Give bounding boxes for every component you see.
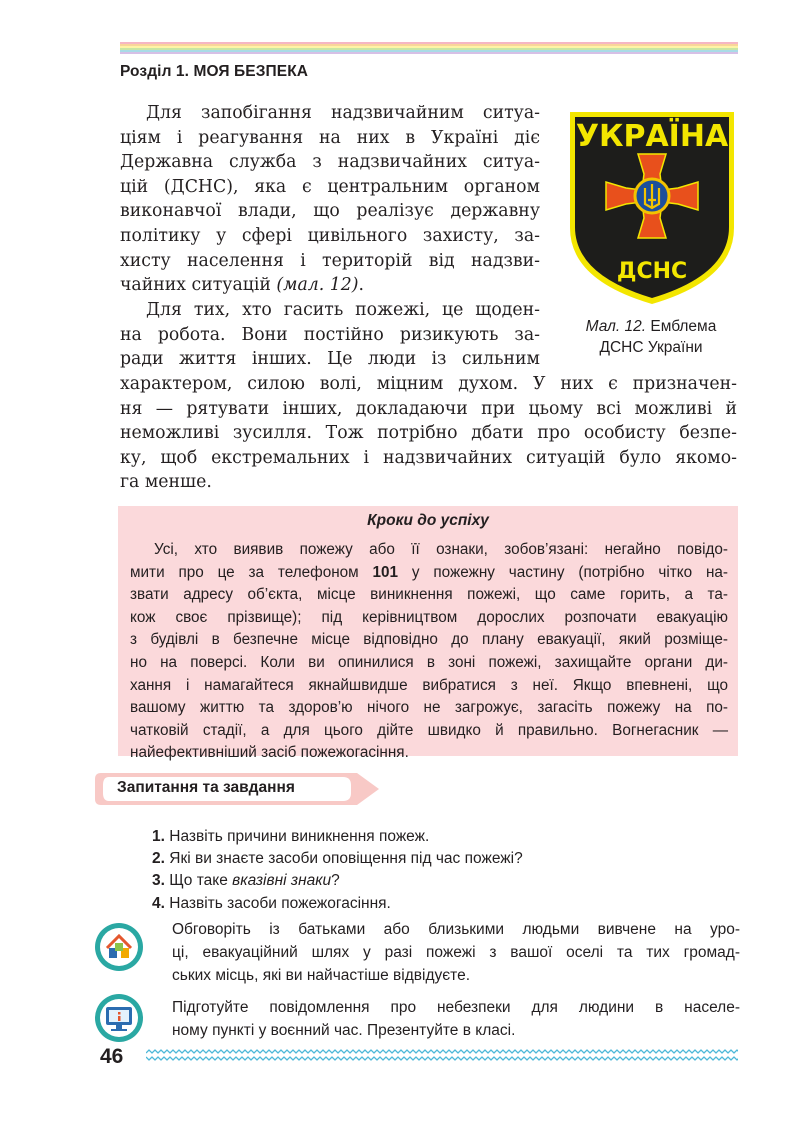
question-text: Назвіть причини виникнення пожеж. <box>169 828 430 845</box>
question-item <box>152 826 523 848</box>
question-text: Що таке <box>169 872 228 890</box>
chapter-title: Розділ 1. МОЯ БЕЗПЕКА <box>120 63 309 80</box>
text-line: хисту населення і територій від надзви- <box>120 250 540 271</box>
box-line: найефективніший засіб пожежогасіння. <box>130 744 409 762</box>
paragraph-firefighters-cont <box>120 372 737 495</box>
question-text: Які ви знаєте засоби оповіщення під час пожежі? <box>169 850 523 868</box>
figure-reference: (мал. 12) <box>276 275 359 296</box>
questions-list <box>152 826 523 915</box>
questions-section-label: Запитання та завдання <box>117 779 295 796</box>
text-fragment: у пожежну частину (потрібно чітко на- <box>411 563 728 581</box>
question-text: Назвіть засоби пожежогасіння. <box>169 894 391 912</box>
question-number: 1. <box>152 828 165 845</box>
text-fragment: . <box>358 275 365 296</box>
emblem-top-text: УКРАЇНА <box>575 119 729 154</box>
box-line: звати адресу об’єкта, місце виникнення пожежі, що саме горить, а та- <box>130 586 728 604</box>
box-line: но на поверсі. Коли ви опинилися в зоні пожежі, захищайте органи ди- <box>130 653 728 671</box>
box-line: кож своє прізвище); під керівництвом дорослих розпочати евакуацію <box>130 608 728 626</box>
text-line: характером, силою волі, міцним духом. У них є призначен- <box>120 374 737 394</box>
task-line: Обговоріть із батьками або близькими людьми вивчене на уро- <box>172 921 740 938</box>
box-line: з будівлі в безпечне місце відповідно до плану евакуації, який розміще- <box>130 631 728 649</box>
family-home-icon <box>94 922 144 972</box>
task-line: ці, евакуаційний шлях у разі пожежі з вашої оселі та тих громад- <box>172 944 740 961</box>
text-line: Для тих, хто гасить пожежі, це щоден- <box>146 300 540 320</box>
page-number: 46 <box>100 1045 124 1068</box>
header-color-stripe <box>120 42 738 56</box>
task-report <box>172 996 740 1042</box>
question-number: 2. <box>152 850 165 868</box>
task-line: Підготуйте повідомлення про небезпеки для людини в населе- <box>172 999 740 1016</box>
text-line: політику у сфері цивільного захисту, за- <box>120 225 540 246</box>
caption-text-line2: ДСНС України <box>599 339 703 356</box>
box-text <box>130 539 728 765</box>
text-fragment: мити про це за телефоном <box>130 563 359 581</box>
text-line: ку, щоб екстремальних і надзвичайних ситуацій було якомо- <box>120 447 737 468</box>
box-title: Кроки до успіху <box>367 512 489 529</box>
caption-label: Мал. 12. <box>585 318 647 335</box>
phone-number: 101 <box>372 563 399 581</box>
text-line: ради життя інших. Це люди із сильним <box>120 349 540 370</box>
text-line: га менше. <box>120 472 212 493</box>
text-line: Державна служба з надзвичайних ситуа- <box>120 152 540 173</box>
text-line: на робота. Вони постійно ризикують за- <box>120 324 540 345</box>
task-line: ному пункті у воєнний час. Презентуйте в класі. <box>172 1022 516 1039</box>
box-line: хання і намагайтеся якнайшвидше вибратися з неї. Якщо впевнені, що <box>130 676 728 694</box>
emblem-bottom-text: ДСНС <box>616 259 688 284</box>
box-line: чатковій стадії, а для цього дійте швидко й правильно. Вогнегасник — <box>130 721 728 739</box>
question-text: ? <box>331 872 340 890</box>
box-line: вашому життю та здоров’ю нічого не загрожує, загасіть пожежу на по- <box>130 699 728 717</box>
caption-text: Емблема <box>650 318 717 335</box>
paragraph-intro <box>120 101 540 298</box>
text-line: ціям і реагування на них в Україні діє <box>120 127 540 148</box>
question-item <box>152 848 523 870</box>
question-term: вказівні знаки <box>232 872 332 890</box>
box-line: Усі, хто виявив пожежу або її ознаки, зобов’язані: негайно повідо- <box>154 541 728 558</box>
computer-info-icon <box>94 993 144 1043</box>
footer-zigzag-decoration <box>146 1048 738 1062</box>
question-number: 3. <box>152 872 165 890</box>
text-line: ня — рятувати інших, докладаючи при цьому всі можливі й <box>120 398 737 419</box>
question-item <box>152 870 523 892</box>
dsns-emblem <box>568 110 736 306</box>
figure-caption <box>560 316 742 358</box>
task-discuss <box>172 918 740 987</box>
text-line: Для запобігання надзвичайним ситуа- <box>146 103 540 123</box>
text-line <box>120 273 540 298</box>
question-number: 4. <box>152 894 165 912</box>
task-line: ських місць, які ви найчастіше відвідуєте. <box>172 967 471 984</box>
box-line <box>130 562 728 585</box>
text-line: цій (ДСНС), яка є центральним органом <box>120 176 540 197</box>
question-item <box>152 893 523 915</box>
text-fragment: чайних ситуацій <box>120 275 271 296</box>
text-line: неможливі зусилля. Тож потрібно дбати про особисту безпе- <box>120 423 737 444</box>
paragraph-firefighters <box>120 298 540 372</box>
text-line: виконавчої влади, що реалізує державну <box>120 201 540 222</box>
